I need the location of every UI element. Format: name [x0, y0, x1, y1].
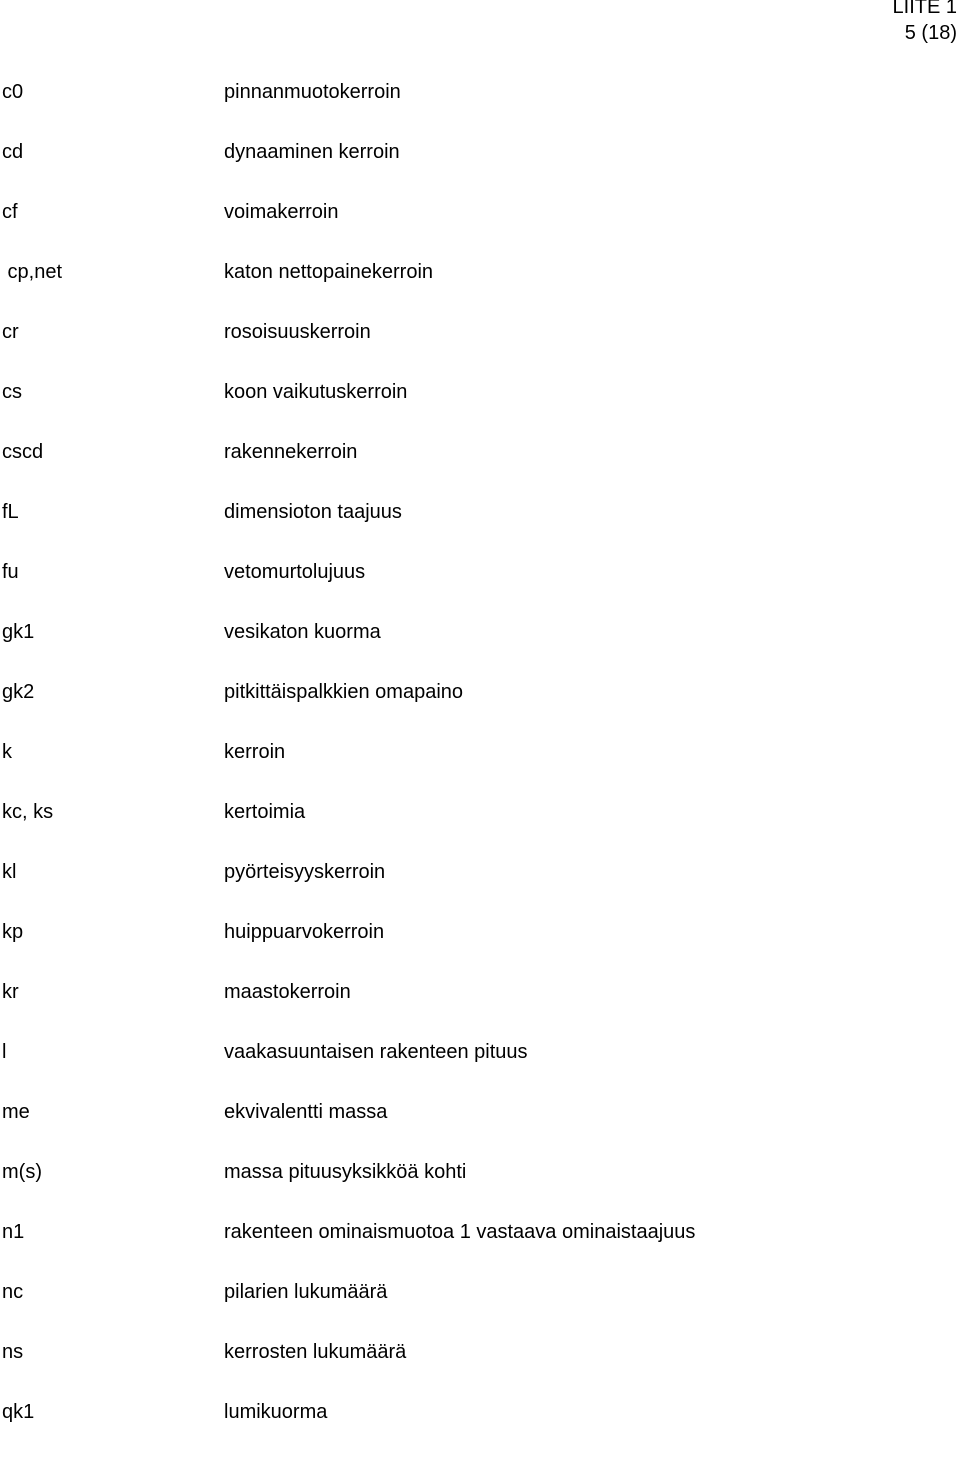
symbol-code: cr — [2, 321, 19, 343]
symbol-row — [0, 438, 960, 498]
symbol-code: ns — [2, 1341, 24, 1363]
symbol-description: pyörteisyyskerroin — [224, 861, 386, 883]
symbol-code: kp — [2, 921, 24, 943]
appendix-label: LIITE 1 — [892, 0, 957, 18]
symbol-code: qk1 — [2, 1401, 35, 1423]
symbol-row — [0, 498, 960, 558]
symbol-row — [0, 978, 960, 1038]
symbol-code: gk1 — [2, 621, 35, 643]
symbol-code: l — [2, 1041, 7, 1063]
symbol-code: me — [2, 1101, 30, 1123]
symbol-row — [0, 1338, 960, 1398]
symbol-description: rakennekerroin — [224, 441, 358, 463]
symbol-code: cd — [2, 141, 24, 163]
symbol-row — [0, 1158, 960, 1218]
symbol-description: voimakerroin — [224, 201, 339, 223]
page-number: 5 (18) — [904, 22, 957, 44]
symbol-description: vetomurtolujuus — [224, 561, 366, 583]
symbol-row — [0, 1218, 960, 1278]
symbol-description: lumikuorma — [224, 1401, 328, 1423]
symbol-description: pitkittäispalkkien omapaino — [224, 681, 464, 703]
symbol-description: rosoisuuskerroin — [224, 321, 371, 343]
symbol-row — [0, 558, 960, 618]
symbol-row — [0, 318, 960, 378]
symbol-description: dynaaminen kerroin — [224, 141, 400, 163]
symbol-row — [0, 378, 960, 438]
symbol-code: cscd — [2, 441, 44, 463]
symbol-code: n1 — [2, 1221, 25, 1243]
symbol-description: koon vaikutuskerroin — [224, 381, 408, 403]
symbol-row — [0, 258, 960, 318]
symbol-description: kerroin — [224, 741, 286, 763]
symbol-description: vesikaton kuorma — [224, 621, 381, 643]
symbol-code: kc, ks — [2, 801, 54, 823]
symbol-row — [0, 138, 960, 198]
page-header — [893, 0, 957, 46]
symbol-description: pinnanmuotokerroin — [224, 81, 401, 103]
symbol-code: fu — [2, 561, 19, 583]
symbol-code: cf — [2, 201, 18, 223]
symbol-description: kertoimia — [224, 801, 306, 823]
symbol-code: kr — [2, 981, 19, 1003]
symbol-row — [0, 858, 960, 918]
symbol-code: cp,net — [2, 261, 63, 283]
symbol-row — [0, 1038, 960, 1098]
symbol-code: c0 — [2, 81, 24, 103]
symbol-code: fL — [2, 501, 19, 523]
symbol-description: maastokerroin — [224, 981, 351, 1003]
symbol-row — [0, 1098, 960, 1158]
symbol-code: k — [2, 741, 12, 763]
symbol-row — [0, 678, 960, 738]
symbol-row — [0, 618, 960, 678]
symbol-description: kerrosten lukumäärä — [224, 1341, 407, 1363]
symbol-row — [0, 1398, 960, 1458]
symbol-row — [0, 78, 960, 138]
symbol-row — [0, 918, 960, 978]
symbol-description: huippuarvokerroin — [224, 921, 385, 943]
symbol-row — [0, 798, 960, 858]
symbol-description: massa pituusyksikköä kohti — [224, 1161, 467, 1183]
symbol-code: kl — [2, 861, 17, 883]
symbol-description: rakenteen ominaismuotoa 1 vastaava ominaistaajuus — [224, 1221, 696, 1243]
symbol-code: cs — [2, 381, 22, 403]
symbol-row — [0, 198, 960, 258]
symbol-description: pilarien lukumäärä — [224, 1281, 388, 1303]
symbol-list — [0, 78, 960, 1458]
symbol-code: gk2 — [2, 681, 35, 703]
symbol-code: nc — [2, 1281, 24, 1303]
symbol-row — [0, 738, 960, 798]
symbol-row — [0, 1278, 960, 1338]
symbol-description: katon nettopainekerroin — [224, 261, 434, 283]
symbol-code: m(s) — [2, 1161, 42, 1183]
symbol-description: dimensioton taajuus — [224, 501, 402, 523]
symbol-description: vaakasuuntaisen rakenteen pituus — [224, 1041, 528, 1063]
symbol-description: ekvivalentti massa — [224, 1101, 388, 1123]
